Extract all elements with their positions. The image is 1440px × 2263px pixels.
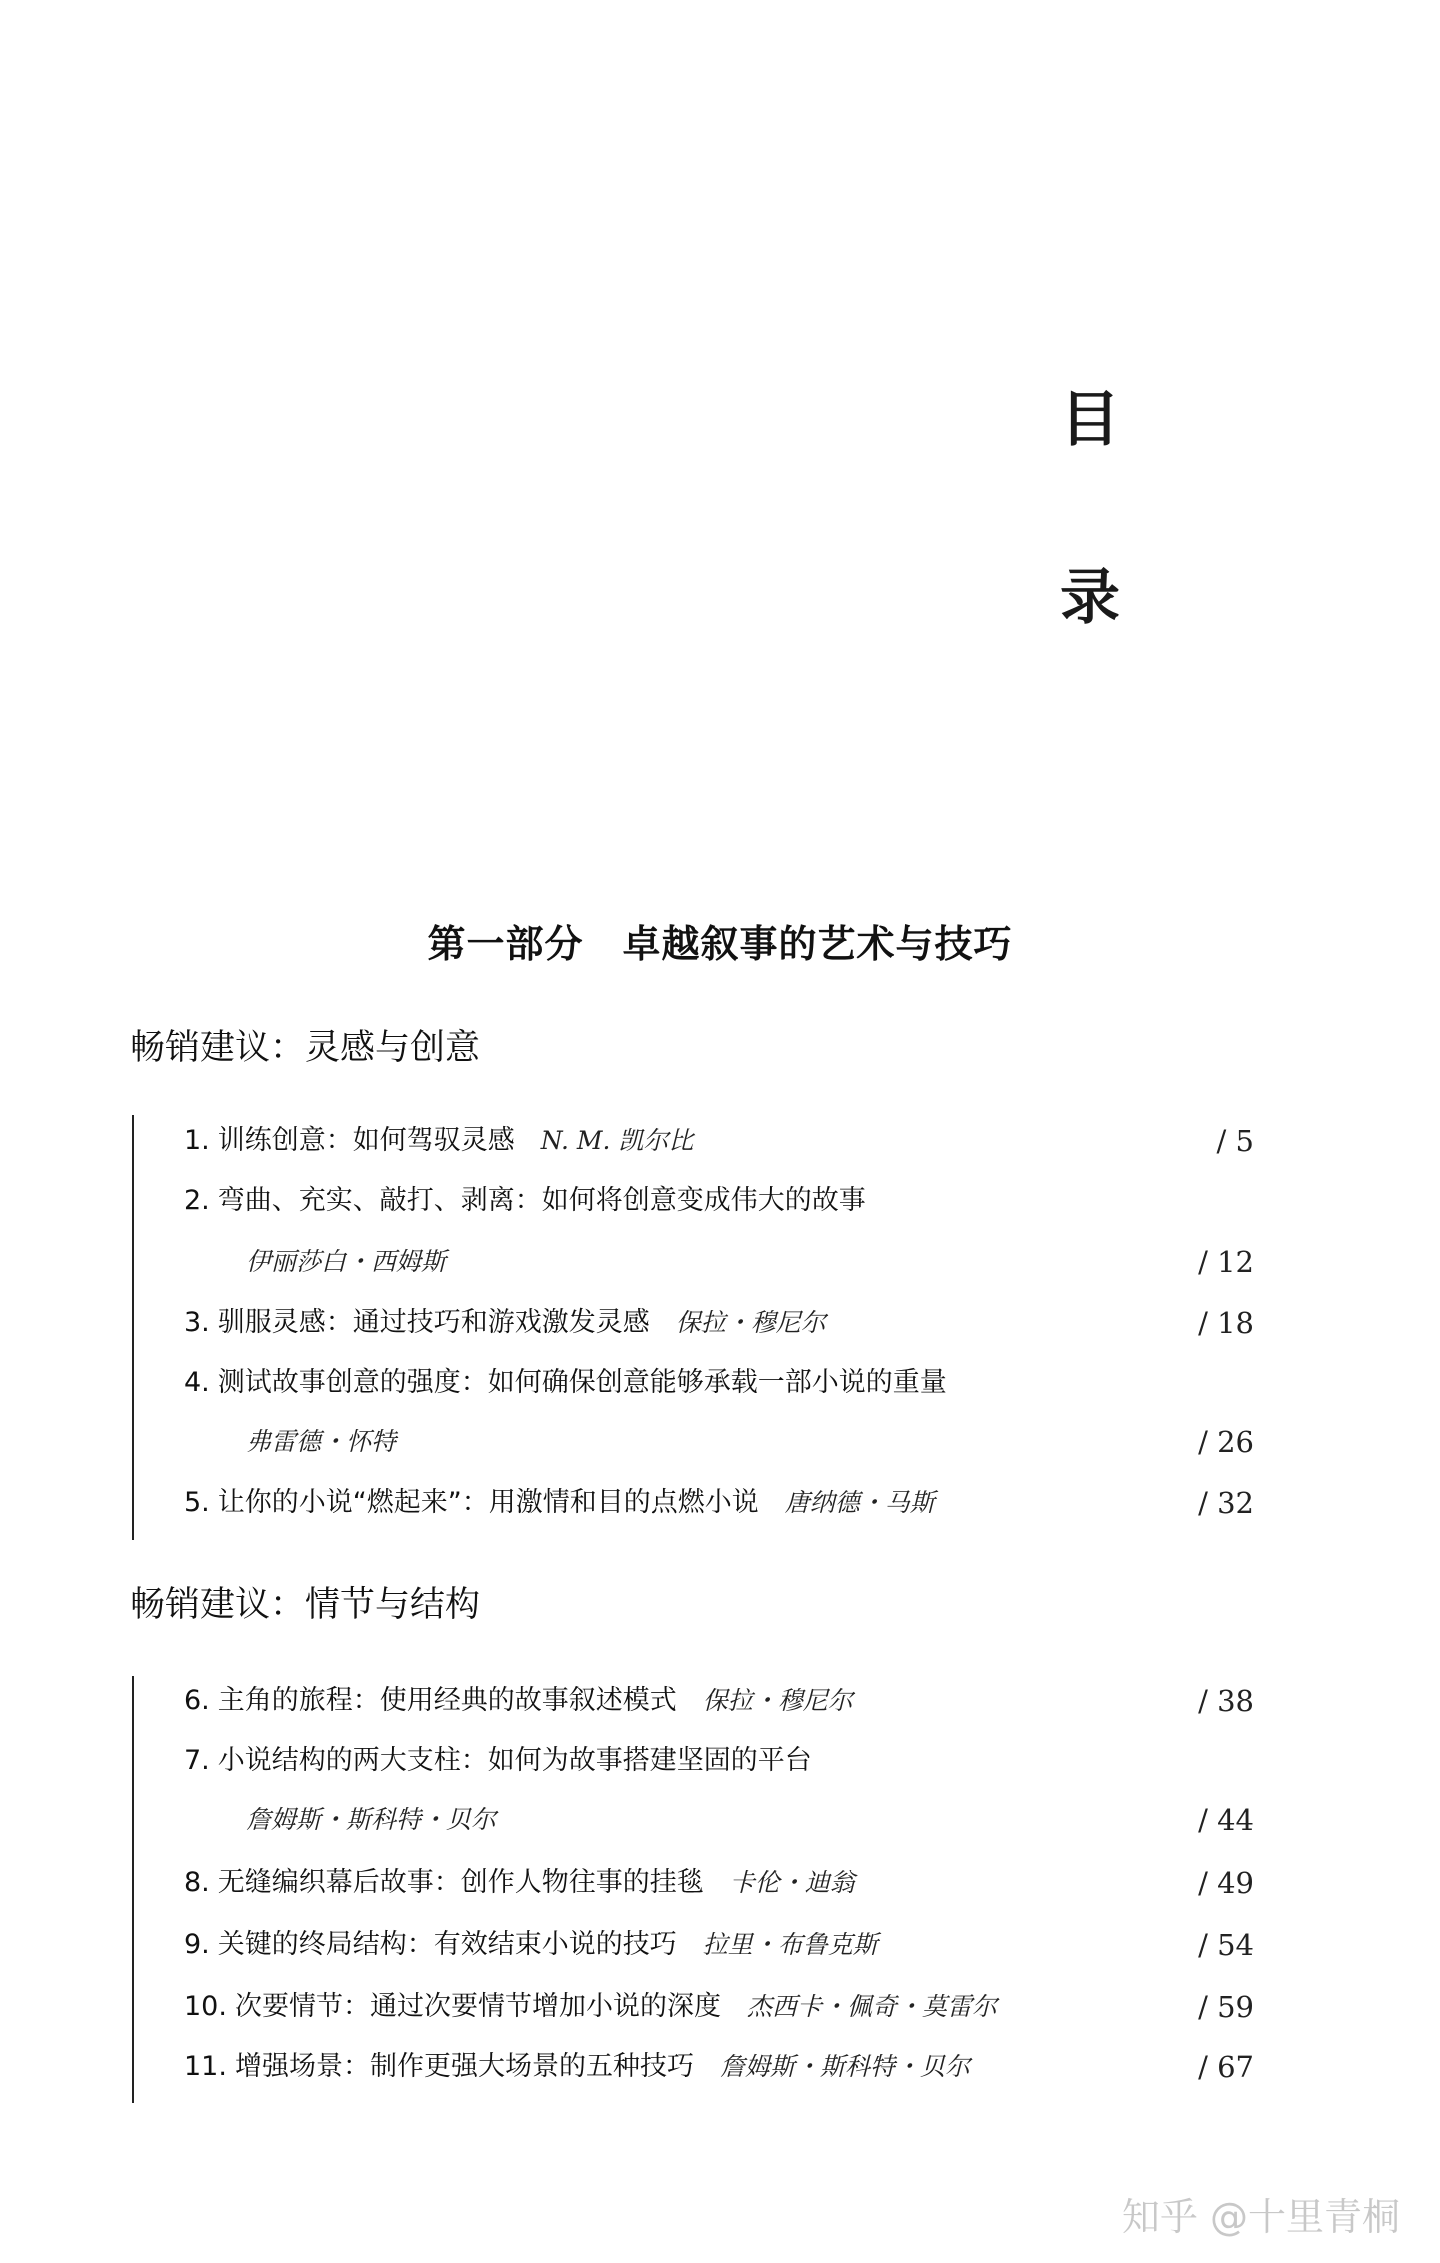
toc-entry[interactable]	[184, 1181, 1254, 1221]
entry-author: 卡伦・迪翁	[729, 1868, 855, 1897]
entry-title: 驯服灵感：通过技巧和游戏激发灵感	[217, 1307, 650, 1338]
entry-page: / 49	[1198, 1866, 1254, 1900]
entry-title: 弯曲、充实、敲打、剥离：如何将创意变成伟大的故事	[217, 1185, 866, 1216]
entry-number: 3.	[184, 1307, 210, 1338]
entry-author: 伊丽莎白・西姆斯	[246, 1247, 447, 1276]
entry-page: / 12	[1198, 1245, 1254, 1279]
entry-page: / 44	[1198, 1803, 1254, 1837]
part-title: 第一部分 卓越叙事的艺术与技巧	[427, 922, 1013, 966]
toc-entry[interactable]	[184, 1121, 1254, 1161]
page-title-char-1: 目	[1060, 385, 1120, 455]
toc-entry[interactable]	[184, 1863, 1254, 1903]
entry-title: 增强场景：制作更强大场景的五种技巧	[234, 2051, 694, 2082]
entry-author: 唐纳德・马斯	[784, 1488, 935, 1517]
watermark: 知乎 @十里青桐	[1121, 2195, 1400, 2239]
toc-entry[interactable]	[184, 1303, 1254, 1343]
entry-page: / 38	[1198, 1684, 1254, 1718]
toc-entry[interactable]	[184, 1741, 1254, 1781]
entry-title: 主角的旅程：使用经典的故事叙述模式	[217, 1685, 677, 1716]
toc-block-plot-structure	[132, 1676, 1254, 2103]
entry-author: 詹姆斯・斯科特・贝尔	[246, 1805, 497, 1834]
entry-number: 1.	[184, 1125, 210, 1156]
toc-entry[interactable]	[184, 1681, 1254, 1721]
entry-title: 测试故事创意的强度：如何确保创意能够承载一部小说的重量	[217, 1367, 947, 1398]
entry-author: 拉里・布鲁克斯	[702, 1930, 878, 1959]
entry-author: 保拉・穆尼尔	[702, 1686, 853, 1715]
entry-page: / 18	[1198, 1306, 1254, 1340]
entry-page: / 26	[1198, 1425, 1254, 1459]
entry-author: 詹姆斯・斯科特・贝尔	[719, 2052, 970, 2081]
entry-title: 无缝编织幕后故事：创作人物往事的挂毯	[217, 1867, 704, 1898]
page-title-char-2: 录	[1060, 563, 1120, 633]
toc-block-inspiration	[132, 1115, 1254, 1540]
section-heading-label: 畅销建议：情节与结构	[130, 1585, 481, 1625]
entry-author: 弗雷德・怀特	[246, 1427, 397, 1456]
entry-title: 次要情节：通过次要情节增加小说的深度	[234, 1991, 721, 2022]
entry-page: / 5	[1216, 1124, 1254, 1158]
toc-entry[interactable]	[184, 1925, 1254, 1965]
entry-number: 4.	[184, 1367, 210, 1398]
entry-author: 杰西卡・佩奇・莫雷尔	[746, 1992, 997, 2021]
entry-page: / 67	[1198, 2050, 1254, 2084]
entry-number: 2.	[184, 1185, 210, 1216]
entry-number: 10.	[184, 1991, 227, 2022]
entry-page: / 32	[1198, 1486, 1254, 1520]
toc-entry-author-line[interactable]	[184, 1800, 1254, 1840]
toc-entry[interactable]	[184, 2047, 1254, 2087]
entry-number: 11.	[184, 2051, 227, 2082]
entry-author: 保拉・穆尼尔	[675, 1308, 826, 1337]
toc-entry[interactable]	[184, 1363, 1254, 1403]
entry-page: / 54	[1198, 1928, 1254, 1962]
entry-page: / 59	[1198, 1990, 1254, 2024]
toc-entry[interactable]	[184, 1987, 1254, 2027]
entry-number: 5.	[184, 1487, 210, 1518]
entry-number: 6.	[184, 1685, 210, 1716]
section-heading-plot-structure	[130, 1577, 480, 1627]
entry-title: 小说结构的两大支柱：如何为故事搭建坚固的平台	[217, 1745, 812, 1776]
entry-number: 8.	[184, 1867, 210, 1898]
entry-number: 9.	[184, 1929, 210, 1960]
toc-entry-author-line[interactable]	[184, 1422, 1254, 1462]
entry-title: 训练创意：如何驾驭灵感	[217, 1125, 515, 1156]
entry-author: N. M. 凯尔比	[540, 1126, 694, 1155]
toc-entry[interactable]	[184, 1483, 1254, 1523]
entry-title: 关键的终局结构：有效结束小说的技巧	[217, 1929, 677, 1960]
entry-number: 7.	[184, 1745, 210, 1776]
entry-title: 让你的小说“燃起来”：用激情和目的点燃小说	[217, 1487, 759, 1518]
toc-entry-author-line[interactable]	[184, 1242, 1254, 1282]
section-heading-label: 畅销建议：灵感与创意	[130, 1028, 481, 1068]
section-heading-inspiration	[130, 1020, 480, 1070]
